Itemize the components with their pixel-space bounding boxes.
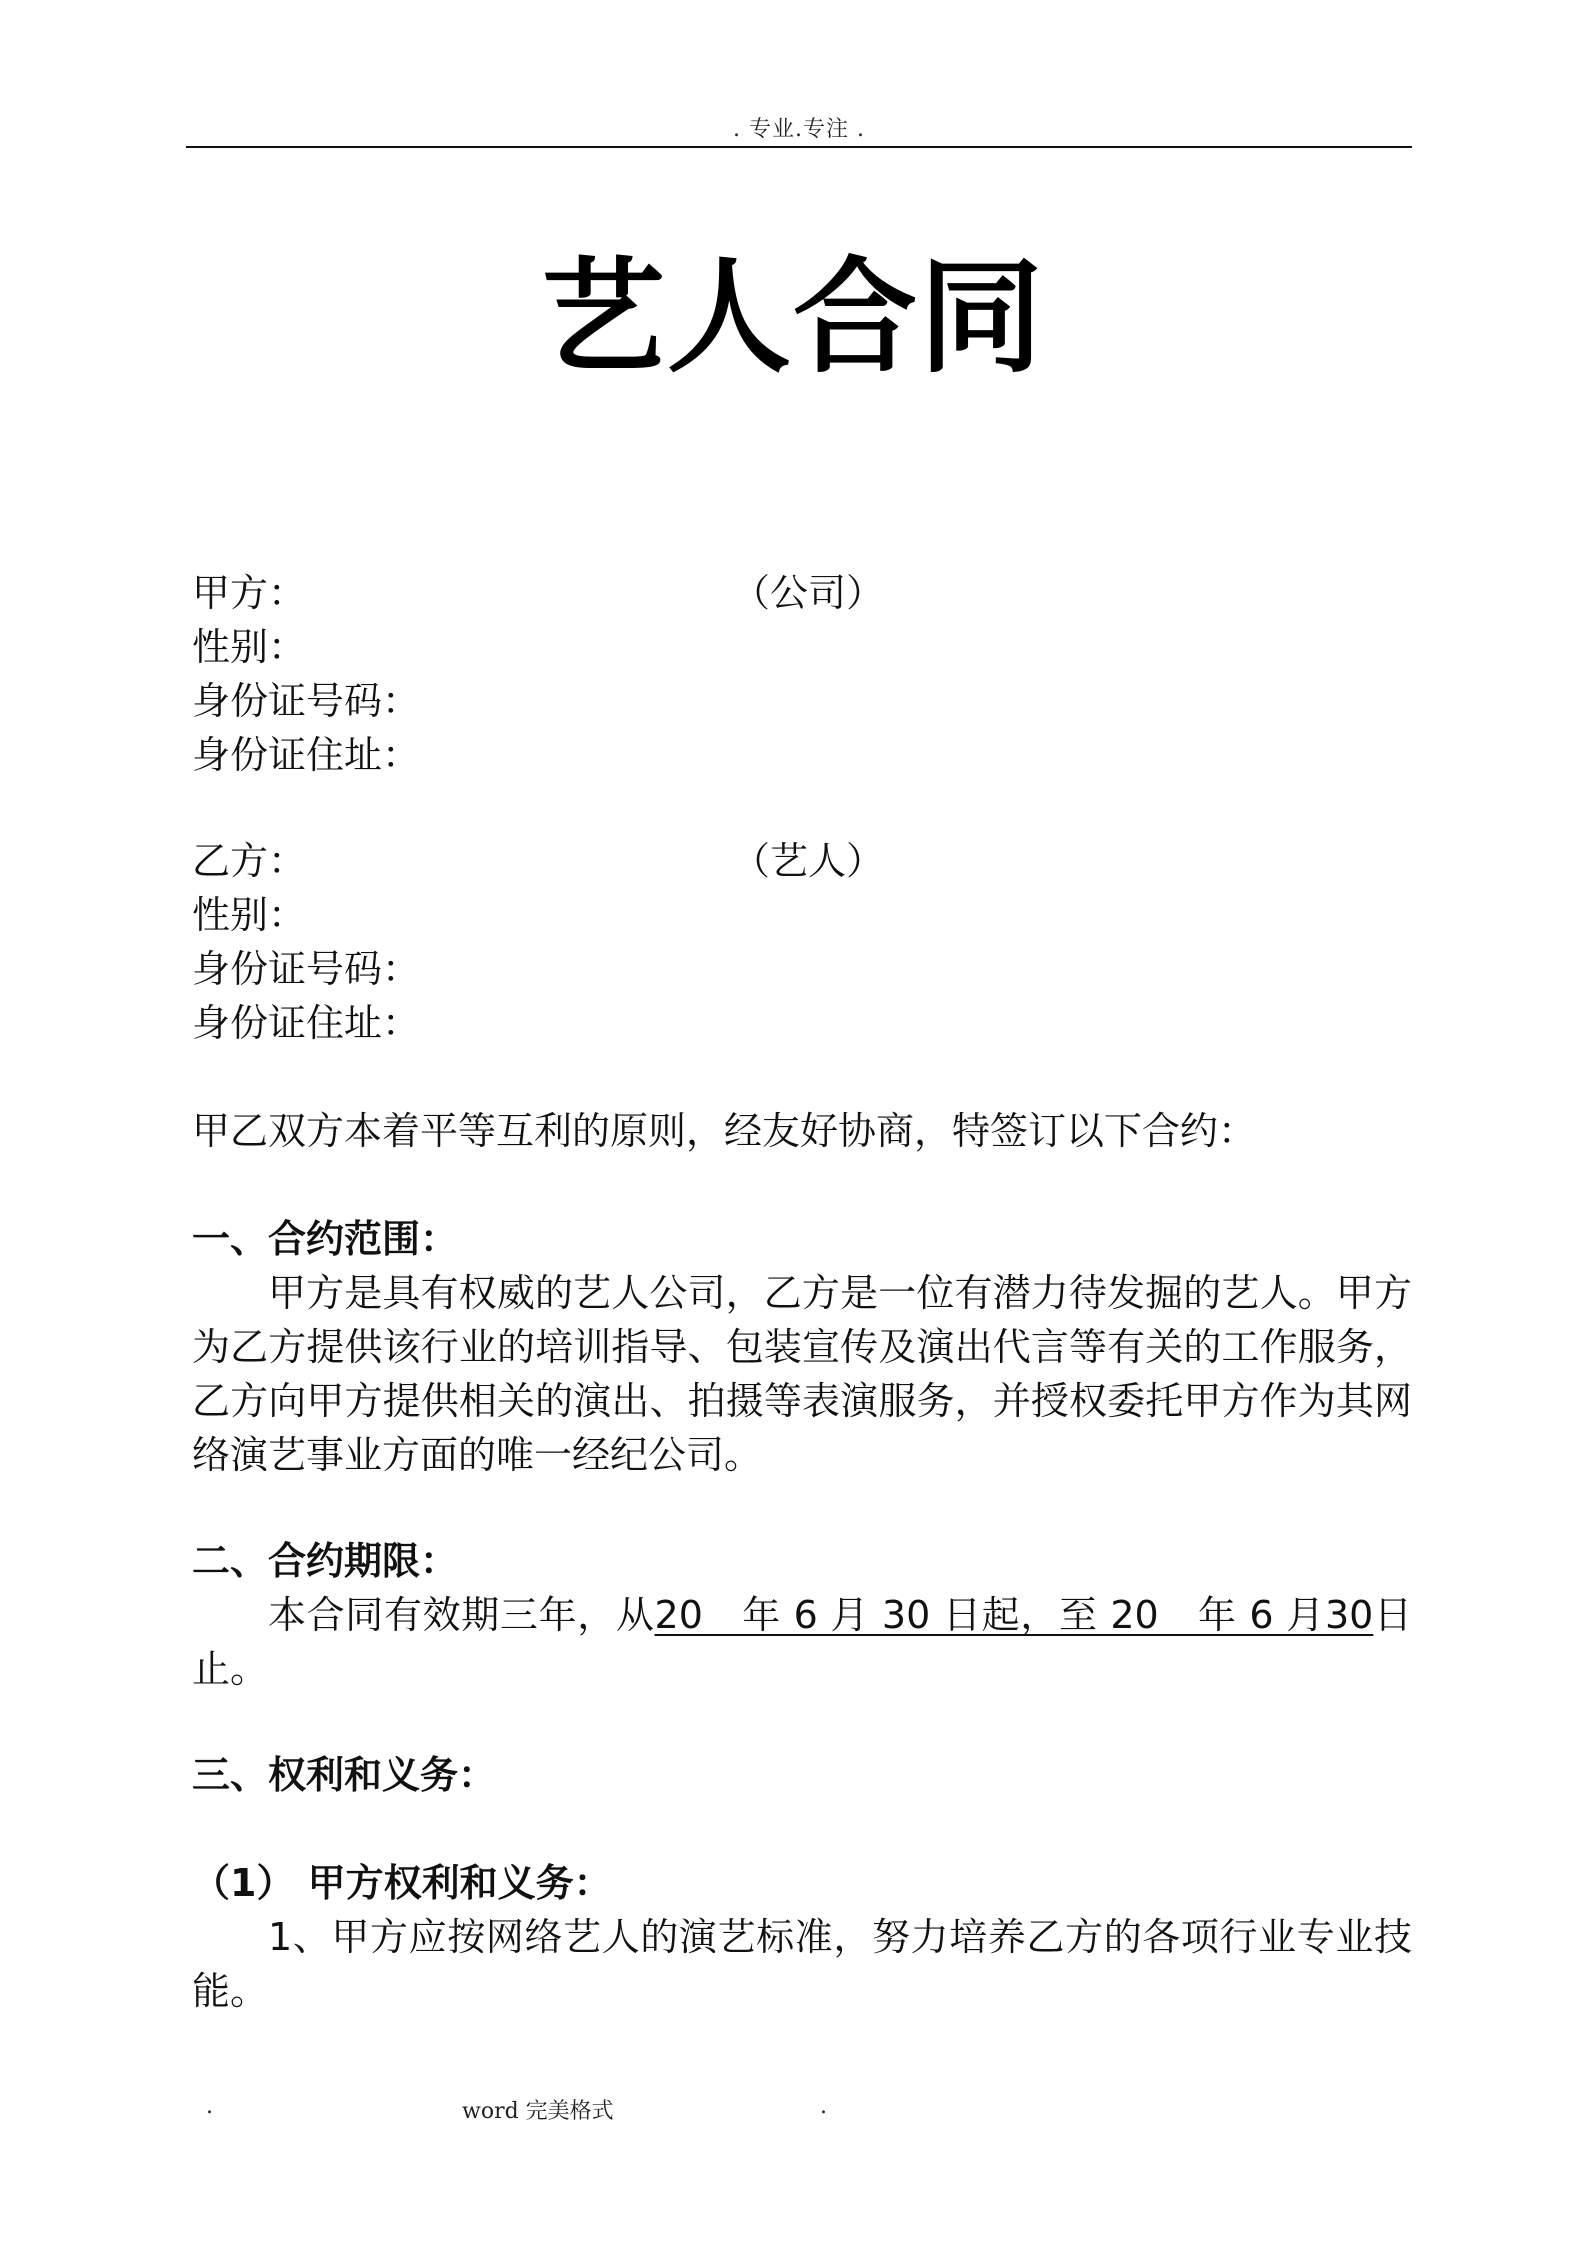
footer-left-dot: .	[206, 2094, 213, 2119]
party-b-id-address-row	[192, 996, 1412, 1050]
section-term	[192, 1534, 1412, 1696]
document-title: 艺人合同	[540, 246, 1045, 390]
footer-right-dot: .	[820, 2094, 827, 2119]
party-a-gender-label: 性别：	[192, 625, 307, 669]
party-b-gender-label: 性别：	[192, 893, 307, 937]
section-scope-heading: 一、合约范围：	[192, 1217, 459, 1261]
section-rights-party-a	[192, 1856, 1412, 2018]
section-rights-heading: 三、权利和义务：	[192, 1753, 497, 1797]
party-a-label: 甲方：	[192, 571, 307, 615]
page-footer	[0, 2094, 1586, 2134]
term-body-suffix: 日止。	[192, 1593, 1412, 1691]
party-b-block	[192, 834, 1412, 1050]
term-end-date: 30	[1324, 1593, 1374, 1637]
party-b-id-number-row	[192, 942, 1412, 996]
section-term-body	[192, 1588, 1412, 1696]
party-a-role: （公司）	[732, 571, 885, 615]
header-rule	[186, 146, 1412, 148]
party-b-id-address-label: 身份证住址：	[192, 1001, 421, 1045]
party-a-row	[192, 566, 1412, 620]
party-b-gender-row	[192, 888, 1412, 942]
term-start-date: 20 年 6 月 30 日起，至 20 年 6 月	[654, 1593, 1325, 1637]
section-term-heading: 二、合约期限：	[192, 1539, 459, 1583]
party-a-rights-heading: （1） 甲方权利和义务：	[192, 1861, 612, 1905]
party-b-role: （艺人）	[732, 839, 885, 883]
party-a-id-number-row	[192, 674, 1412, 728]
section-scope	[192, 1212, 1412, 1482]
section-rights	[192, 1748, 1412, 1802]
party-a-id-address-label: 身份证住址：	[192, 733, 421, 777]
party-a-gender-row	[192, 620, 1412, 674]
section-scope-body: 甲方是具有权威的艺人公司，乙方是一位有潜力待发掘的艺人。甲方为乙方提供该行业的培训指导、包装宣传及演出代言等有关的工作服务，乙方向甲方提供相关的演出、拍摄等表演服务，并授权委托甲方作为其网络演艺事业方面的唯一经纪公司。	[192, 1271, 1412, 1477]
party-b-row	[192, 834, 1412, 888]
contract-intro: 甲乙双方本着平等互利的原则，经友好协商，特签订以下合约：	[192, 1109, 1257, 1153]
party-a-id-number-label: 身份证号码：	[192, 679, 421, 723]
party-b-id-number-label: 身份证号码：	[192, 947, 421, 991]
party-a-rights-item-1: 1、甲方应按网络艺人的演艺标准，努力培养乙方的各项行业专业技能。	[192, 1915, 1412, 2013]
term-body-prefix: 本合同有效期三年，从	[268, 1593, 655, 1637]
party-a-block	[192, 566, 1412, 782]
party-a-id-address-row	[192, 728, 1412, 782]
page-header-text: . 专业.专注 .	[733, 117, 865, 142]
footer-text: word 完美格式	[462, 2099, 614, 2124]
party-b-label: 乙方：	[192, 839, 307, 883]
